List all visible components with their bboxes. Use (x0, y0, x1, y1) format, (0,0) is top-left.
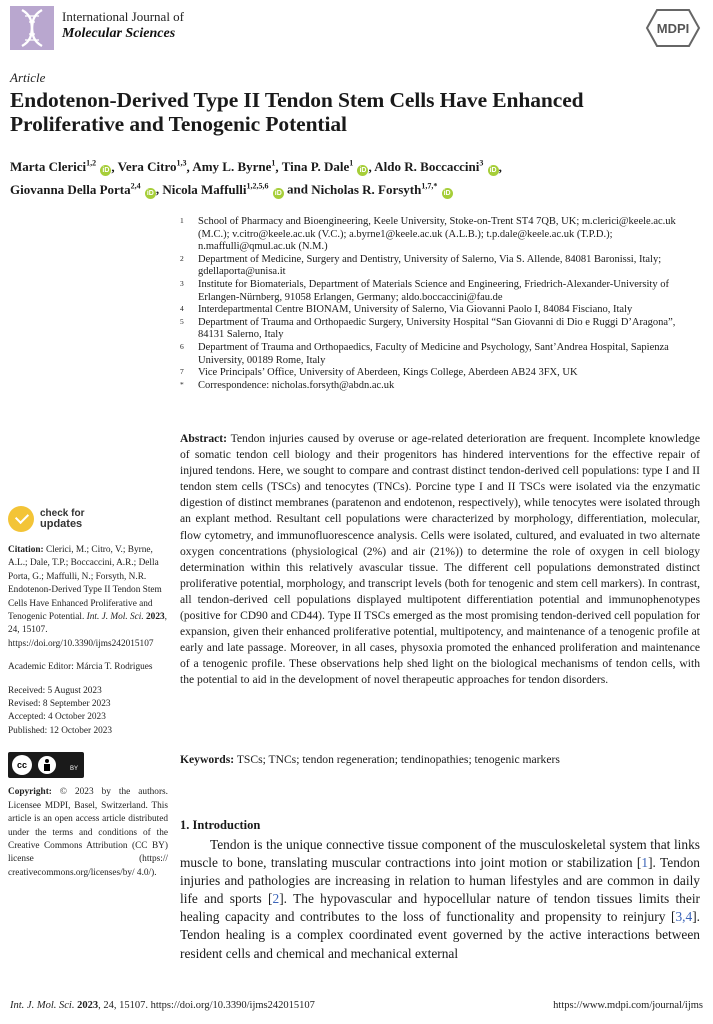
author[interactable]: Nicholas R. Forsyth$^{1,7,*}$ iD (311, 181, 451, 197)
author[interactable]: Nicola Maffulli$^{1,2,5,6}$ iD (162, 181, 282, 197)
affiliation-item: 2 Department of Medicine, Surgery and Dentistry, University of Salerno, Via S. Allende, 84081 Baronissi, Italy; gdellaporta@unisa.it (180, 253, 662, 278)
academic-editor: Academic Editor: Márcia T. Rodrigues (8, 662, 153, 673)
keywords-text: TSCs; TNCs; tendon regeneration; tendinopathies; tenogenic markers (236, 753, 560, 766)
cc-icon: cc (12, 755, 32, 775)
abstract-text: Tendon injuries caused by overuse or age-related deterioration are frequent. Incomplete knowledge of somatic tendon cell biology and their progenitors has hindered interventions for the effective repair of injured tendons. Here, we sought to compare and contrast distinct tendon-derived cell populations: type I and II tendon stem cells (TSCs) and tenocytes (TNCs). Porcine type I and II TSCs were isolated via the enzymatic digestion of distinct membranes (paratenon and endotenon, respectively), while tenocytes were isolated through an explant method. Resultant cell populations were characterized by morphology, differentiation, molecular, flow cytometry, and immunofluorescence analysis. Cells were isolated, cultured, and evaluated in two alternate oxygen concentrations (physiological (2%) and air (21%)) to determine the role of oxygen in cell biology determination within this relatively avascular tissue. The different cell populations demonstrated distinct proliferative potential, morphology, and transcript levels (both for tenogenic and stem cell markers). In contrast, all tendon-derived cell populations displayed multipotent differentiation potential and immunophenotypes (positive for CD90 and CD44). Type II TSCs emerged as the most promising tendon-derived cell population for expansion, given their enhanced proliferative potential, multipotency, and maintenance of a tenogenic profile at early and late passage. Moreover, in all cases, physoxia promoted the enhanced proliferation and maintenance of a tenogenic profile. These observations help shed light on the biological mechanisms of tendon cells, with the potential to aid in the development of novel therapeutic approaches for tendon disorders. (180, 432, 700, 687)
footer-journal-url[interactable]: https://www.mdpi.com/journal/ijms (553, 1000, 703, 1011)
reference-link[interactable]: 2 (272, 891, 280, 907)
journal-name (62, 8, 184, 42)
affiliation-item: 1 School of Pharmacy and Bioengineering, Keele University, Stoke-on-Trent ST4 7QB, UK; m.clerici@keele.ac.uk (M.C.); v.citro@keele.ac.uk (V.C.); a.byrne1@keele.ac.uk (A.L.B.); t.p.dale@keele.ac.uk (T.P.D.); n.maffulli@qmul.ac.uk (N.M.) (180, 216, 676, 253)
affiliation-item: 3 Institute for Biomaterials, Department of Materials Science and Engineering, Friedrich-Alexander-University of Erlangen-Nürnberg, 91058 Erlangen, Germany; aldo.boccaccini@fau.de (180, 278, 669, 303)
author[interactable]: Tina P. Dale$^1$ iD (281, 159, 367, 175)
by-label: BY (69, 765, 78, 772)
orcid-icon[interactable]: iD (359, 167, 367, 175)
keywords-label: Keywords: (180, 753, 235, 766)
orcid-icon[interactable]: iD (274, 189, 282, 197)
keywords (180, 752, 700, 768)
orcid-icon[interactable]: iD (102, 167, 110, 175)
article-sidebar (8, 504, 168, 880)
affiliation-item: 6 Department of Trauma and Orthopaedics, Faculty of Medicine and Psychology, Sant’Andrea Hospital, Sapienza University, 00189 Rome, Italy (180, 341, 669, 366)
reference-link[interactable]: 1 (641, 855, 649, 871)
check-updates-line2: updates (40, 518, 83, 530)
article-title: Endotenon-Derived Type II Tendon Stem Cells Have Enhanced Proliferative and Tenogenic Potential (10, 88, 584, 136)
footer-citation: Int. J. Mol. Sci. 2023, 24, 15107. https://doi.org/10.3390/ijms242015107 (10, 1000, 315, 1011)
correspondence: * Correspondence: nicholas.forsyth@abdn.ac.uk (180, 379, 395, 391)
author[interactable]: Amy L. Byrne$^1$ (192, 159, 276, 175)
ijms-logo (10, 6, 54, 50)
citation: Citation: Clerici, M.; Citro, V.; Byrne, A.L.; Dale, T.P.; Boccaccini, A.R.; Della Porta, G.; Maffulli, N.; Forsyth, N.R. Endotenon-Derived Type II Tendon Stem Cells Have Enhanced Proliferative and Tenogenic Potential. Int. J. Mol. Sci. 2023, 24, 15107. https://doi.org/10.3390/ijms242015107 (8, 545, 167, 649)
section-heading-introduction: 1. Introduction (180, 818, 261, 832)
abstract (180, 431, 700, 689)
article-type: Article (10, 70, 46, 85)
published-date: Published: 12 October 2023 (8, 725, 113, 736)
introduction-paragraph: Tendon is the unique connective tissue component of the musculoskeletal system that links muscle to bone, translating muscular contractions into joint motion or stabilization [1]. Tendon injuries and pathologies are increasing in relation to human lifestyles and are common in daily life and sports [2]. The hypovascular and hypocellular nature of tendon tissues limits their healing capacity and contributes to the loss of functionality and propensity to reinjury [3,4]. Tendon healing is a complex coordinated event governed by the active interactions between resident cells and chemical and mechanical external (180, 837, 700, 961)
by-person-icon (38, 756, 56, 774)
cc-by-license-icon[interactable] (8, 752, 84, 778)
journal-name-line2: Molecular Sciences (62, 26, 176, 41)
orcid-icon[interactable]: iD (443, 189, 451, 197)
author-list: Marta Clerici$^{1,2}$ iD , Vera Citro$^{1,3}$, Amy L. Byrne$^1$, Tina P. Dale$^1$ iD , Aldo R. Boccaccini$^3$ iD , Giovanna Della Porta$^{2,4}$ iD , Nicola Maffulli$^{1,2,5,6}$ iD and Nicholas R. Forsyth$^{1,7,*}$ iD (10, 159, 502, 197)
author[interactable]: Marta Clerici$^{1,2}$ iD (10, 159, 110, 175)
mdpi-logo-text: MDPI (656, 21, 690, 36)
affiliations (180, 216, 700, 392)
mdpi-logo (643, 6, 703, 50)
author[interactable]: Vera Citro$^{1,3}$ (117, 159, 187, 175)
copyright-notice: Copyright: © 2023 by the authors. Licensee MDPI, Basel, Switzerland. This article is an open access article distributed under the terms and conditions of the Creative Commons Attribution (CC BY) license (https:// creativecommons.org/licenses/by/ 4.0/). (8, 787, 168, 878)
check-for-updates-button[interactable] (8, 504, 168, 534)
revised-date: Revised: 8 September 2023 (8, 699, 111, 710)
affiliation-item: 7 Vice Principals’ Office, University of Aberdeen, Kings College, Aberdeen AB24 3FX, UK (180, 367, 578, 379)
orcid-icon[interactable]: iD (146, 189, 154, 197)
accepted-date: Accepted: 4 October 2023 (8, 712, 106, 723)
affiliation-item: 5 Department of Trauma and Orthopaedic Surgery, University Hospital “San Giovanni di Dio e Ruggi D’Aragona”, 84131 Salerno, Italy (180, 316, 676, 341)
abstract-label: Abstract: (180, 432, 228, 445)
author[interactable]: Giovanna Della Porta$^{2,4}$ iD (10, 181, 154, 197)
page-footer (10, 1000, 703, 1011)
dates (8, 685, 168, 739)
received-date: Received: 5 August 2023 (8, 685, 102, 696)
journal-name-line1: International Journal of (62, 9, 185, 24)
orcid-icon[interactable]: iD (489, 167, 497, 175)
check-updates-line1: check for (40, 508, 85, 519)
check-icon (8, 506, 34, 532)
reference-link[interactable]: 3,4 (675, 909, 693, 925)
journal-header (10, 6, 703, 50)
author[interactable]: Aldo R. Boccaccini$^3$ iD (374, 159, 497, 175)
affiliation-item: 4 Interdepartmental Centre BIONAM, University of Salerno, Via Giovanni Paolo I, 84084 Fisciano, Italy (180, 304, 633, 316)
